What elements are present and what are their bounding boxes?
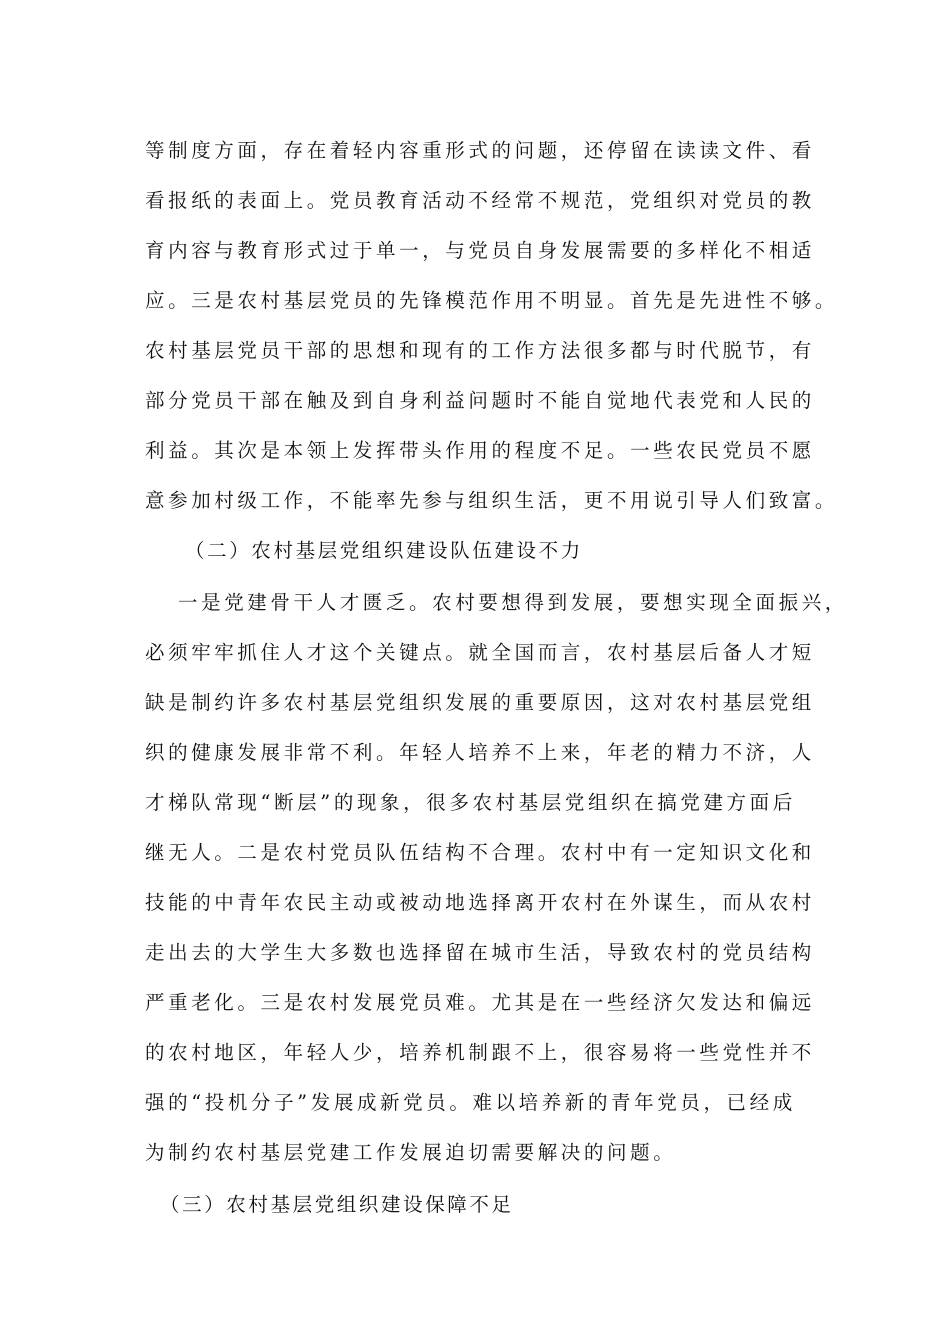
paragraph-line: 一是党建骨干人才匮乏。农村要想得到发展，要想实现全面振兴，: [178, 591, 848, 614]
paragraph-line: 应。三是农村基层党员的先锋模范作用不明显。首先是先进性不够。: [145, 289, 839, 312]
paragraph-line: 强的“投机分子”发展成新党员。难以培养新的青年党员，已经成: [145, 1091, 796, 1114]
paragraph-line: 意参加村级工作，不能率先参与组织生活，更不用说引导人们致富。: [145, 489, 839, 512]
paragraph-line: 走出去的大学生大多数也选择留在城市生活，导致农村的党员结构: [145, 941, 815, 964]
paragraph-line: 育内容与教育形式过于单一，与党员自身发展需要的多样化不相适: [145, 239, 815, 262]
paragraph-line: 技能的中青年农民主动或被动地选择离开农村在外谋生，而从农村: [145, 891, 815, 914]
paragraph-line: 织的健康发展非常不利。年轻人培养不上来，年老的精力不济，人: [145, 741, 815, 764]
paragraph-line: 等制度方面，存在着轻内容重形式的问题，还停留在读读文件、看: [145, 139, 815, 162]
paragraph-line: 农村基层党员干部的思想和现有的工作方法很多都与时代脱节，有: [145, 339, 815, 362]
paragraph-line: 部分党员干部在触及到自身利益问题时不能自觉地代表党和人民的: [145, 389, 815, 412]
paragraph-line: 严重老化。三是农村发展党员难。尤其是在一些经济欠发达和偏远: [145, 991, 815, 1014]
paragraph-line: 才梯队常现“断层”的现象，很多农村基层党组织在搞党建方面后: [145, 791, 796, 814]
section-heading: （三）农村基层党组织建设保障不足: [160, 1193, 514, 1216]
paragraph-line: 缺是制约许多农村基层党组织发展的重要原因，这对农村基层党组: [145, 691, 815, 714]
paragraph-line: 看报纸的表面上。党员教育活动不经常不规范，党组织对党员的教: [145, 189, 815, 212]
paragraph-line: 利益。其次是本领上发挥带头作用的程度不足。一些农民党员不愿: [145, 439, 815, 462]
paragraph-line: 的农村地区，年轻人少，培养机制跟不上，很容易将一些党性并不: [145, 1041, 815, 1064]
paragraph-line: 必须牢牢抓住人才这个关键点。就全国而言，农村基层后备人才短: [145, 641, 815, 664]
paragraph-line: 继无人。二是农村党员队伍结构不合理。农村中有一定知识文化和: [145, 841, 815, 864]
section-heading: （二）农村基层党组织建设队伍建设不力: [185, 539, 583, 562]
paragraph-line: 为制约农村基层党建工作发展迫切需要解决的问题。: [145, 1141, 677, 1164]
